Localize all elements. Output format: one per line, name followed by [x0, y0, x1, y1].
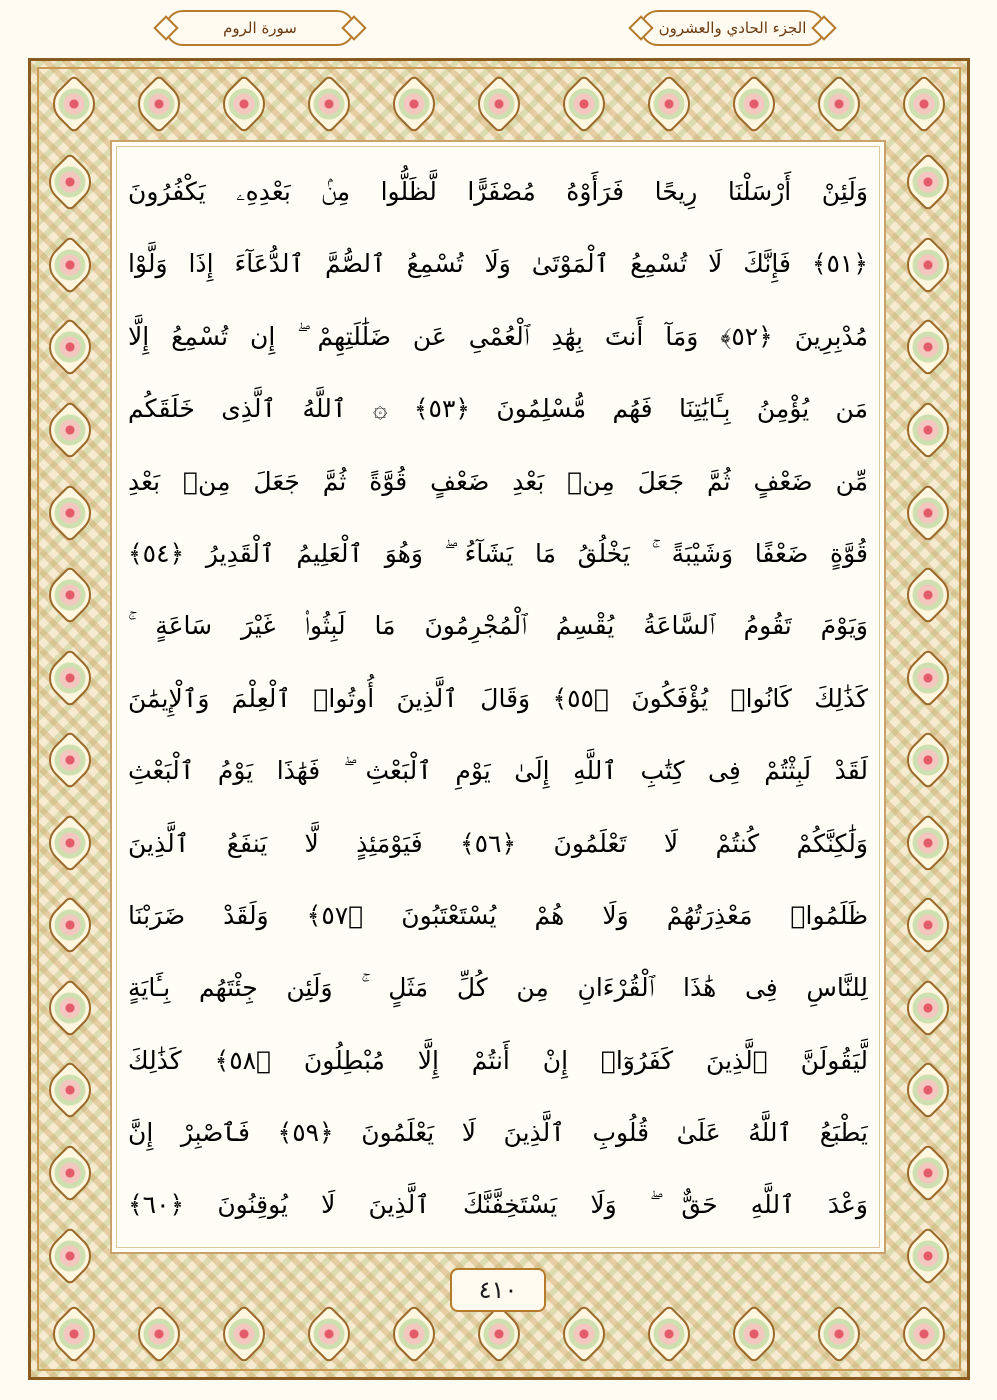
floral-ornament-icon	[40, 153, 99, 212]
floral-ornament-icon	[895, 74, 954, 133]
text-line-2: ﴿٥١﴾ فَإِنَّكَ لَا تُسْمِعُ ٱلْمَوْتَىٰ وَلَا تُسْمِعُ ٱلصُّمَّ ٱلدُّعَآءَ إِذَا وَلَّوْا	[128, 249, 868, 279]
text-line-4: مَن يُؤْمِنُ بِـَٔايَٰتِنَا فَهُم مُّسْلِمُونَ ﴿٥٣﴾ ۞ ٱللَّهُ ٱلَّذِى خَلَقَكُم	[128, 394, 868, 424]
floral-ornament-icon	[40, 896, 99, 955]
floral-ornament-icon	[40, 400, 99, 459]
floral-ornament-icon	[40, 1143, 99, 1202]
floral-ornament-icon	[554, 1304, 613, 1363]
text-line-5: مِّن ضَعْفٍ ثُمَّ جَعَلَ مِنۢ بَعْدِ ضَعْفٍ قُوَّةً ثُمَّ جَعَلَ مِنۢ بَعْدِ	[128, 466, 868, 496]
floral-ornament-icon	[898, 648, 957, 707]
floral-ornament-icon	[384, 74, 443, 133]
floral-ornament-icon	[898, 400, 957, 459]
floral-ornament-icon	[469, 74, 528, 133]
text-line-7: وَيَوْمَ تَقُومُ ٱلسَّاعَةُ يُقْسِمُ ٱلْمُجْرِمُونَ مَا لَبِثُوا۟ غَيْرَ سَاعَةٍ ۚ	[128, 611, 868, 641]
floral-ornament-icon	[40, 235, 99, 294]
floral-ornament-icon	[895, 1304, 954, 1363]
floral-ornament-icon	[40, 731, 99, 790]
floral-ornament-icon	[44, 74, 103, 133]
floral-ornament-icon	[724, 1304, 783, 1363]
text-line-1: وَلَئِنْ أَرْسَلْنَا رِيحًا فَرَأَوْهُ مُصْفَرًّا لَّظَلُّوا مِنۢ بَعْدِهِۦ يَكْفُرُونَ	[128, 177, 868, 206]
floral-ornament-icon	[898, 813, 957, 872]
floral-ornament-icon	[299, 1304, 358, 1363]
floral-ornament-icon	[898, 1226, 957, 1285]
label-ornament-right	[811, 15, 836, 40]
floral-ornament-icon	[44, 1304, 103, 1363]
floral-ornament-icon	[40, 1226, 99, 1285]
floral-ornament-icon	[40, 813, 99, 872]
text-line-14: يَطْبَعُ ٱللَّهُ عَلَىٰ قُلُوبِ ٱلَّذِينَ لَا يَعْلَمُونَ ﴿٥٩﴾ فَٱصْبِرْ إِنَّ	[128, 1118, 868, 1148]
left-ornament-column	[35, 141, 105, 1297]
floral-ornament-icon	[214, 1304, 273, 1363]
floral-ornament-icon	[898, 1143, 957, 1202]
floral-ornament-icon	[898, 1061, 957, 1120]
text-line-9: لَقَدْ لَبِثْتُمْ فِى كِتَٰبِ ٱللَّهِ إِلَىٰ يَوْمِ ٱلْبَعْثِ ۖ فَهَٰذَا يَوْمُ ٱلْبَعْثِ	[128, 756, 868, 786]
top-ornament-row	[31, 69, 967, 139]
text-line-15: وَعْدَ ٱللَّهِ حَقٌّ ۖ وَلَا يَسْتَخِفَّنَّكَ ٱلَّذِينَ لَا يُوقِنُونَ ﴿٦٠﴾	[128, 1190, 868, 1220]
surah-name-text: سورة الروم	[223, 19, 297, 37]
juz-text: الجزء الحادي والعشرون	[658, 19, 807, 37]
text-line-13: لَّيَقُولَنَّ ٱلَّذِينَ كَفَرُوٓا۟ إِنْ أَنتُمْ إِلَّا مُبْطِلُونَ ﴿٥٨﴾ كَذَٰلِكَ	[128, 1045, 868, 1075]
floral-ornament-icon	[639, 74, 698, 133]
floral-ornament-icon	[898, 731, 957, 790]
floral-ornament-icon	[469, 1304, 528, 1363]
floral-ornament-icon	[214, 74, 273, 133]
label-ornament-left	[153, 15, 178, 40]
surah-name-label	[165, 10, 355, 46]
floral-ornament-icon	[898, 318, 957, 377]
text-line-12: لِلنَّاسِ فِى هَٰذَا ٱلْقُرْءَانِ مِن كُلِّ مَثَلٍ ۚ وَلَئِن جِئْتَهُم بِـَٔايَةٍ	[128, 973, 868, 1003]
floral-ornament-icon	[898, 483, 957, 542]
floral-ornament-icon	[554, 74, 613, 133]
label-ornament-right	[341, 15, 366, 40]
label-ornament-left	[628, 15, 653, 40]
floral-ornament-icon	[724, 74, 783, 133]
text-line-6: قُوَّةٍ ضَعْفًا وَشَيْبَةً ۚ يَخْلُقُ مَا يَشَآءُ ۖ وَهُوَ ٱلْعَلِيمُ ٱلْقَدِيرُ ﴿٥٤﴾	[128, 538, 868, 568]
text-line-10: وَلَٰكِنَّكُمْ كُنتُمْ لَا تَعْلَمُونَ ﴿٥٦﴾ فَيَوْمَئِذٍ لَّا يَنفَعُ ٱلَّذِينَ	[128, 828, 868, 858]
floral-ornament-icon	[898, 153, 957, 212]
floral-ornament-icon	[40, 483, 99, 542]
verse-lines	[128, 156, 868, 1242]
floral-ornament-icon	[898, 896, 957, 955]
floral-ornament-icon	[384, 1304, 443, 1363]
floral-ornament-icon	[898, 978, 957, 1037]
quran-text-panel	[110, 140, 886, 1254]
floral-ornament-icon	[810, 74, 869, 133]
floral-ornament-icon	[40, 648, 99, 707]
floral-ornament-icon	[898, 565, 957, 624]
floral-ornament-icon	[40, 1061, 99, 1120]
text-line-8: كَذَٰلِكَ كَانُوا۟ يُؤْفَكُونَ ﴿٥٥﴾ وَقَالَ ٱلَّذِينَ أُوتُوا۟ ٱلْعِلْمَ وَٱلْإِيمَٰنَ	[128, 683, 868, 713]
floral-ornament-icon	[810, 1304, 869, 1363]
floral-ornament-icon	[40, 318, 99, 377]
text-line-3: مُدْبِرِينَ ﴿٥٢﴾ وَمَآ أَنتَ بِهَٰدِ ٱلْعُمْىِ عَن ضَلَٰلَتِهِمْ ۖ إِن تُسْمِعُ إِلَّا	[128, 321, 868, 351]
floral-ornament-icon	[40, 565, 99, 624]
text-line-11: ظَلَمُوا۟ مَعْذِرَتُهُمْ وَلَا هُمْ يُسْتَعْتَبُونَ ﴿٥٧﴾ وَلَقَدْ ضَرَبْنَا	[128, 900, 868, 930]
right-ornament-column	[893, 141, 963, 1297]
floral-ornament-icon	[40, 978, 99, 1037]
floral-ornament-icon	[129, 1304, 188, 1363]
page-number: ٤١٠	[450, 1268, 546, 1312]
juz-label	[640, 10, 825, 46]
floral-ornament-icon	[639, 1304, 698, 1363]
floral-ornament-icon	[129, 74, 188, 133]
floral-ornament-icon	[898, 235, 957, 294]
floral-ornament-icon	[299, 74, 358, 133]
